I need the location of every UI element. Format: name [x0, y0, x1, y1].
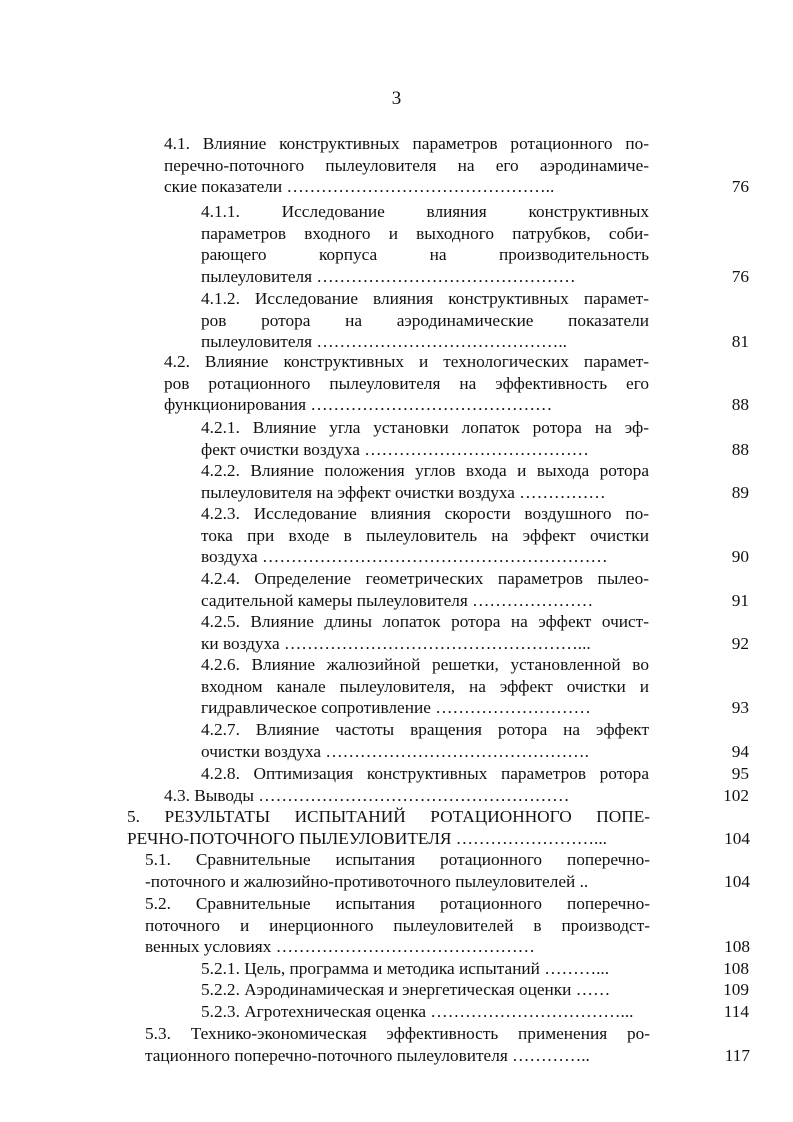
toc-entry-line: 5.2.2. Аэродинамическая и энергетическая оценки …… [201, 980, 611, 999]
toc-entry-line: пылеуловителя ……………………………………… [201, 266, 576, 286]
toc-entry-line: 4.2. Влияние конструктивных и технологических парамет- [164, 352, 649, 371]
toc-page-number: 81 [731, 332, 749, 352]
toc-entry-line: параметров входного и выходного патрубков, соби- [201, 223, 649, 243]
toc-entry-4-1-1[interactable] [201, 201, 749, 287]
toc-entry-line: перечно-поточного пылеуловителя на его аэродинамиче- [164, 155, 649, 175]
toc-entry-line: садительной камеры пылеуловителя ………………… [201, 590, 594, 610]
toc-entry-line: пылеуловителя на эффект очистки воздуха …………… [201, 482, 606, 502]
toc-entry-line: 4.1. Влияние конструктивных параметров ротационного по- [164, 134, 649, 153]
toc-page-number: 108 [723, 959, 749, 978]
toc-entry-line: 5.3. Технико-экономическая эффективность применения ро- [145, 1024, 650, 1043]
toc-entry-line: 4.2.5. Влияние длины лопаток ротора на эффект очист- [201, 612, 649, 631]
toc-entry-line: РЕЧНО-ПОТОЧНОГО ПЫЛЕУЛОВИТЕЛЯ ……………………... [127, 828, 607, 848]
toc-page-number: 109 [723, 980, 749, 999]
toc-entry-4-2[interactable] [164, 351, 749, 416]
toc-entry-line: тока при входе в пылеуловитель на эффект очистки [201, 525, 649, 545]
toc-entry-line: пылеуловителя …………………………………….. [201, 332, 567, 352]
toc-entry-line: поточного и инерционного пылеуловителей в производст- [145, 915, 650, 935]
toc-entry-line: входном канале пылеуловителя, на эффект очистки и [201, 676, 649, 696]
toc-page-number: 76 [731, 266, 749, 286]
toc-entry-4-2-8[interactable] [201, 763, 749, 785]
toc-entry-line: очистки воздуха ………………………………………. [201, 741, 589, 761]
toc-entry-line: венных условиях ……………………………………… [145, 937, 535, 957]
toc-entry-4-3[interactable] [164, 785, 749, 807]
toc-page-number: 90 [731, 547, 749, 567]
toc-entry-5-2-1[interactable] [201, 958, 749, 980]
toc-entry-line: 5. РЕЗУЛЬТАТЫ ИСПЫТАНИЙ РОТАЦИОННОГО ПОПЕ- [127, 807, 650, 826]
toc-entry-5-2-2[interactable] [201, 979, 749, 1001]
toc-page-number: 88 [731, 395, 749, 415]
table-of-contents [0, 133, 793, 1093]
toc-entry-4-2-4[interactable] [201, 568, 749, 611]
toc-entry-line: 4.2.4. Определение геометрических параметров пылео- [201, 569, 649, 588]
toc-page-number: 104 [724, 828, 750, 848]
toc-entry-5-1[interactable] [145, 849, 750, 892]
toc-page-number: 102 [723, 786, 749, 805]
toc-entry-4-2-2[interactable] [201, 460, 749, 503]
toc-entry-line: ки воздуха ……………………………………………... [201, 633, 591, 653]
toc-entry-4-2-5[interactable] [201, 611, 749, 654]
toc-entry-4-2-7[interactable] [201, 719, 749, 762]
toc-page-number: 108 [724, 937, 750, 957]
toc-entry-line: 4.1.1. Исследование влияния конструктивных [201, 202, 649, 221]
toc-page-number: 104 [724, 871, 750, 891]
toc-entry-line: 4.2.3. Исследование влияния скорости воздушного по- [201, 504, 649, 523]
toc-entry-5-2-3[interactable] [201, 1001, 749, 1023]
toc-entry-line: 5.2. Сравнительные испытания ротационного поперечно- [145, 894, 650, 913]
toc-entry-line: 4.2.8. Оптимизация конструктивных параметров ротора [201, 764, 649, 783]
toc-entry-line: ров ротора на аэродинамические показатели [201, 310, 649, 330]
toc-entry-line: 4.2.2. Влияние положения углов входа и выхода ротора [201, 461, 649, 480]
toc-entry-line: 4.3. Выводы ……………………………………………… [164, 786, 570, 805]
toc-entry-line: 5.1. Сравнительные испытания ротационного поперечно- [145, 850, 650, 869]
toc-entry-4-2-3[interactable] [201, 503, 749, 568]
toc-entry-line: тационного поперечно-поточного пылеуловителя ………….. [145, 1045, 590, 1065]
page-number: 3 [391, 88, 402, 109]
toc-entry-4-2-1[interactable] [201, 417, 749, 460]
toc-entry-line: ские показатели ……………………………………….. [164, 177, 555, 197]
toc-entry-line: функционирования …………………………………… [164, 395, 553, 415]
toc-entry-line: рающего корпуса на производительность [201, 245, 649, 265]
toc-entry-4-1-2[interactable] [201, 288, 749, 353]
toc-entry-5-3[interactable] [145, 1023, 750, 1066]
toc-page-number: 92 [731, 633, 749, 653]
toc-page-number: 91 [731, 590, 749, 610]
toc-entry-line: фект очистки воздуха ………………………………… [201, 439, 589, 459]
toc-entry-line: -поточного и жалюзийно-противоточного пылеуловителей .. [145, 871, 589, 891]
toc-page-number: 76 [731, 177, 749, 197]
toc-entry-line: 4.1.2. Исследование влияния конструктивных парамет- [201, 289, 649, 308]
toc-entry-line: 4.2.7. Влияние частоты вращения ротора на эффект [201, 720, 649, 739]
toc-page-number: 89 [731, 482, 749, 502]
toc-page-number: 95 [731, 764, 749, 783]
toc-page-number: 94 [731, 741, 749, 761]
toc-page-number: 117 [724, 1045, 750, 1065]
toc-entry-5[interactable] [127, 806, 750, 849]
toc-entry-line: гидравлическое сопротивление ……………………… [201, 698, 591, 718]
toc-entry-5-2[interactable] [145, 893, 750, 958]
toc-entry-line: 4.2.6. Влияние жалюзийной решетки, установленной во [201, 655, 649, 674]
toc-entry-line: 5.2.1. Цель, программа и методика испытаний ………... [201, 959, 610, 978]
toc-entry-line: воздуха …………………………………………………… [201, 547, 608, 567]
toc-page-number: 93 [731, 698, 749, 718]
toc-entry-line: ров ротационного пылеуловителя на эффективность его [164, 373, 649, 393]
toc-entry-4-2-6[interactable] [201, 654, 749, 719]
toc-page-number: 88 [731, 439, 749, 459]
toc-entry-line: 5.2.3. Агротехническая оценка ……………………………... [201, 1002, 634, 1021]
toc-entry-line: 4.2.1. Влияние угла установки лопаток ротора на эф- [201, 418, 649, 437]
toc-entry-4-1[interactable] [164, 133, 749, 198]
toc-page-number: 114 [723, 1002, 749, 1021]
